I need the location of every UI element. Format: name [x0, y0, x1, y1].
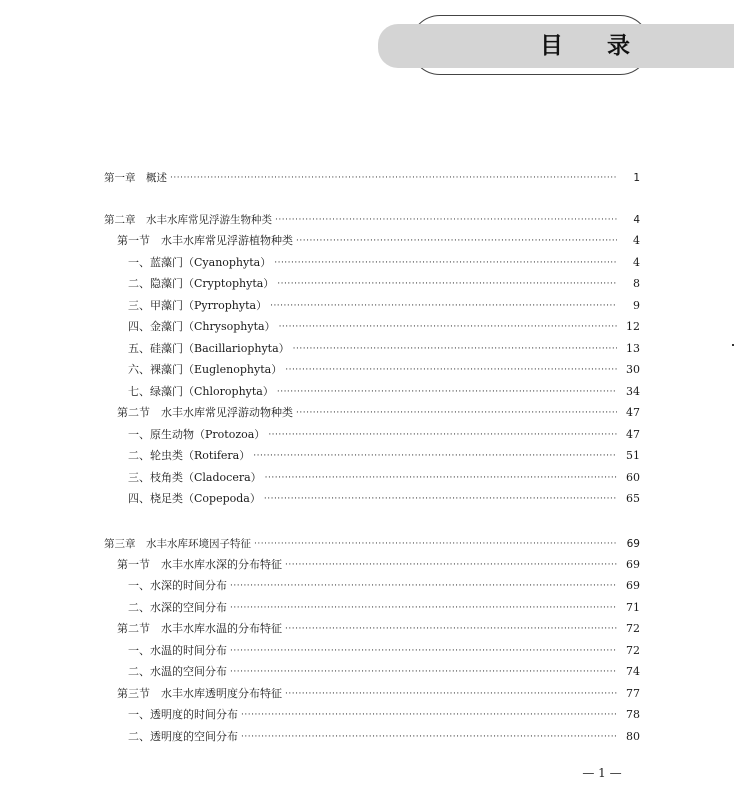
- toc-entry-page: 69: [626, 579, 640, 592]
- toc-entry-page: 4: [633, 214, 640, 226]
- toc-entry-page: 1: [633, 172, 640, 184]
- toc-entry-item[interactable]: [0, 274, 640, 294]
- toc-entry-page: 71: [626, 601, 640, 614]
- dot-leader: [285, 684, 617, 704]
- page-number: — 1 —: [582, 766, 622, 780]
- toc-entry-label: 第三章 水丰水库环境因子特征: [104, 538, 251, 550]
- dot-leader: [285, 360, 617, 380]
- toc-entry-item[interactable]: [0, 489, 640, 509]
- toc-entry-item[interactable]: [0, 446, 640, 466]
- toc-entry-label: 第一节 水丰水库水深的分布特征: [117, 558, 282, 571]
- dot-leader: [230, 662, 617, 682]
- page-title: 目 录: [540, 33, 649, 59]
- toc-entry-label: 三、枝角类（Cladocera）: [128, 471, 262, 484]
- toc-entry-label: 第三节 水丰水库透明度分布特征: [117, 687, 282, 700]
- dot-leader: [296, 231, 617, 251]
- toc-entry-page: 47: [626, 428, 640, 441]
- dot-leader: [241, 705, 617, 725]
- toc-entry-item[interactable]: [0, 468, 640, 488]
- toc-entry-label: 第二章 水丰水库常见浮游生物种类: [104, 214, 272, 226]
- toc-entry-label: 二、轮虫类（Rotifera）: [128, 449, 251, 462]
- toc-entry-item[interactable]: [0, 727, 640, 747]
- dot-leader: [170, 168, 617, 188]
- toc-entry-item[interactable]: [0, 382, 640, 402]
- dot-leader: [264, 489, 617, 509]
- toc-entry-item[interactable]: [0, 662, 640, 682]
- toc-entry-page: 34: [626, 385, 640, 398]
- dot-leader: [274, 253, 617, 273]
- toc-entry-page: 4: [633, 256, 640, 269]
- toc-entry-label: 第二节 水丰水库常见浮游动物种类: [117, 406, 293, 419]
- toc-entry-section[interactable]: [0, 231, 640, 251]
- toc-entry-page: 72: [626, 644, 640, 657]
- toc-entry-label: 三、甲藻门（Pyrrophyta）: [128, 299, 268, 312]
- toc-entry-page: 47: [626, 406, 640, 419]
- toc-entry-section[interactable]: [0, 555, 640, 575]
- toc-entry-page: 9: [633, 299, 640, 312]
- toc-entry-page: 72: [626, 622, 640, 635]
- dot-leader: [268, 425, 617, 445]
- toc-entry-section[interactable]: [0, 619, 640, 639]
- toc-entry-page: 80: [626, 730, 640, 743]
- toc-entry-label: 五、硅藻门（Bacillariophyta）: [128, 342, 290, 355]
- toc-entry-page: 74: [626, 665, 640, 678]
- toc-entry-page: 30: [626, 363, 640, 376]
- dot-leader: [253, 446, 617, 466]
- toc-entry-item[interactable]: [0, 576, 640, 596]
- toc-entry-section[interactable]: [0, 403, 640, 423]
- dot-leader: [279, 317, 617, 337]
- toc-entry-chapter-2[interactable]: [0, 210, 640, 230]
- dot-leader: [293, 339, 617, 359]
- toc-entry-label: 第二节 水丰水库水温的分布特征: [117, 622, 282, 635]
- toc-entry-chapter-1[interactable]: [0, 168, 640, 188]
- dot-leader: [230, 598, 617, 618]
- dot-leader: [230, 576, 617, 596]
- toc-entry-page: 65: [626, 492, 640, 505]
- toc-entry-item[interactable]: [0, 705, 640, 725]
- toc-entry-page: 78: [626, 708, 640, 721]
- toc-entry-chapter-3[interactable]: [0, 534, 640, 554]
- dot-leader: [265, 468, 617, 488]
- dot-leader: [296, 403, 617, 423]
- dot-leader: [285, 555, 617, 575]
- dot-leader: [270, 296, 617, 316]
- toc-entry-label: 四、金藻门（Chrysophyta）: [128, 320, 276, 333]
- toc-entry-label: 第一章 概述: [104, 172, 167, 184]
- toc-entry-label: 二、水温的空间分布: [128, 665, 227, 678]
- toc-entry-page: 69: [626, 558, 640, 571]
- toc-entry-page: 77: [626, 687, 640, 700]
- dot-leader: [275, 210, 617, 230]
- toc-entry-label: 一、透明度的时间分布: [128, 708, 238, 721]
- toc-entry-label: 六、裸藻门（Euglenophyta）: [128, 363, 283, 376]
- dot-leader: [241, 727, 617, 747]
- toc-entry-item[interactable]: [0, 317, 640, 337]
- toc-entry-label: 一、水温的时间分布: [128, 644, 227, 657]
- toc-entry-item[interactable]: [0, 296, 640, 316]
- toc-entry-label: 二、水深的空间分布: [128, 601, 227, 614]
- dot-leader: [285, 619, 617, 639]
- toc-entry-item[interactable]: [0, 253, 640, 273]
- toc-entry-page: 8: [633, 277, 640, 290]
- dot-leader: [254, 534, 617, 554]
- toc-entry-label: 四、桡足类（Copepoda）: [128, 492, 261, 505]
- toc-entry-label: 二、透明度的空间分布: [128, 730, 238, 743]
- toc-entry-page: 4: [633, 234, 640, 247]
- toc-entry-label: 第一节 水丰水库常见浮游植物种类: [117, 234, 293, 247]
- toc-entry-label: 七、绿藻门（Chlorophyta）: [128, 385, 274, 398]
- dot-leader: [277, 274, 617, 294]
- toc-entry-item[interactable]: [0, 360, 640, 380]
- toc-entry-page: 69: [626, 538, 640, 550]
- toc-entry-item[interactable]: [0, 425, 640, 445]
- toc-entry-page: 12: [626, 320, 640, 333]
- toc-entry-item[interactable]: [0, 339, 640, 359]
- toc-entry-item[interactable]: [0, 641, 640, 661]
- toc-entry-page: 60: [626, 471, 640, 484]
- toc-entry-section[interactable]: [0, 684, 640, 704]
- toc-entry-label: 一、原生动物（Protozoa）: [128, 428, 266, 441]
- toc-entry-item[interactable]: [0, 598, 640, 618]
- toc-entry-page: 51: [626, 449, 640, 462]
- toc-entry-page: 13: [626, 342, 640, 355]
- dot-leader: [230, 641, 617, 661]
- toc-entry-label: 一、蓝藻门（Cyanophyta）: [128, 256, 272, 269]
- toc-entry-label: 一、水深的时间分布: [128, 579, 227, 592]
- dot-leader: [277, 382, 617, 402]
- toc-entry-label: 二、隐藻门（Cryptophyta）: [128, 277, 275, 290]
